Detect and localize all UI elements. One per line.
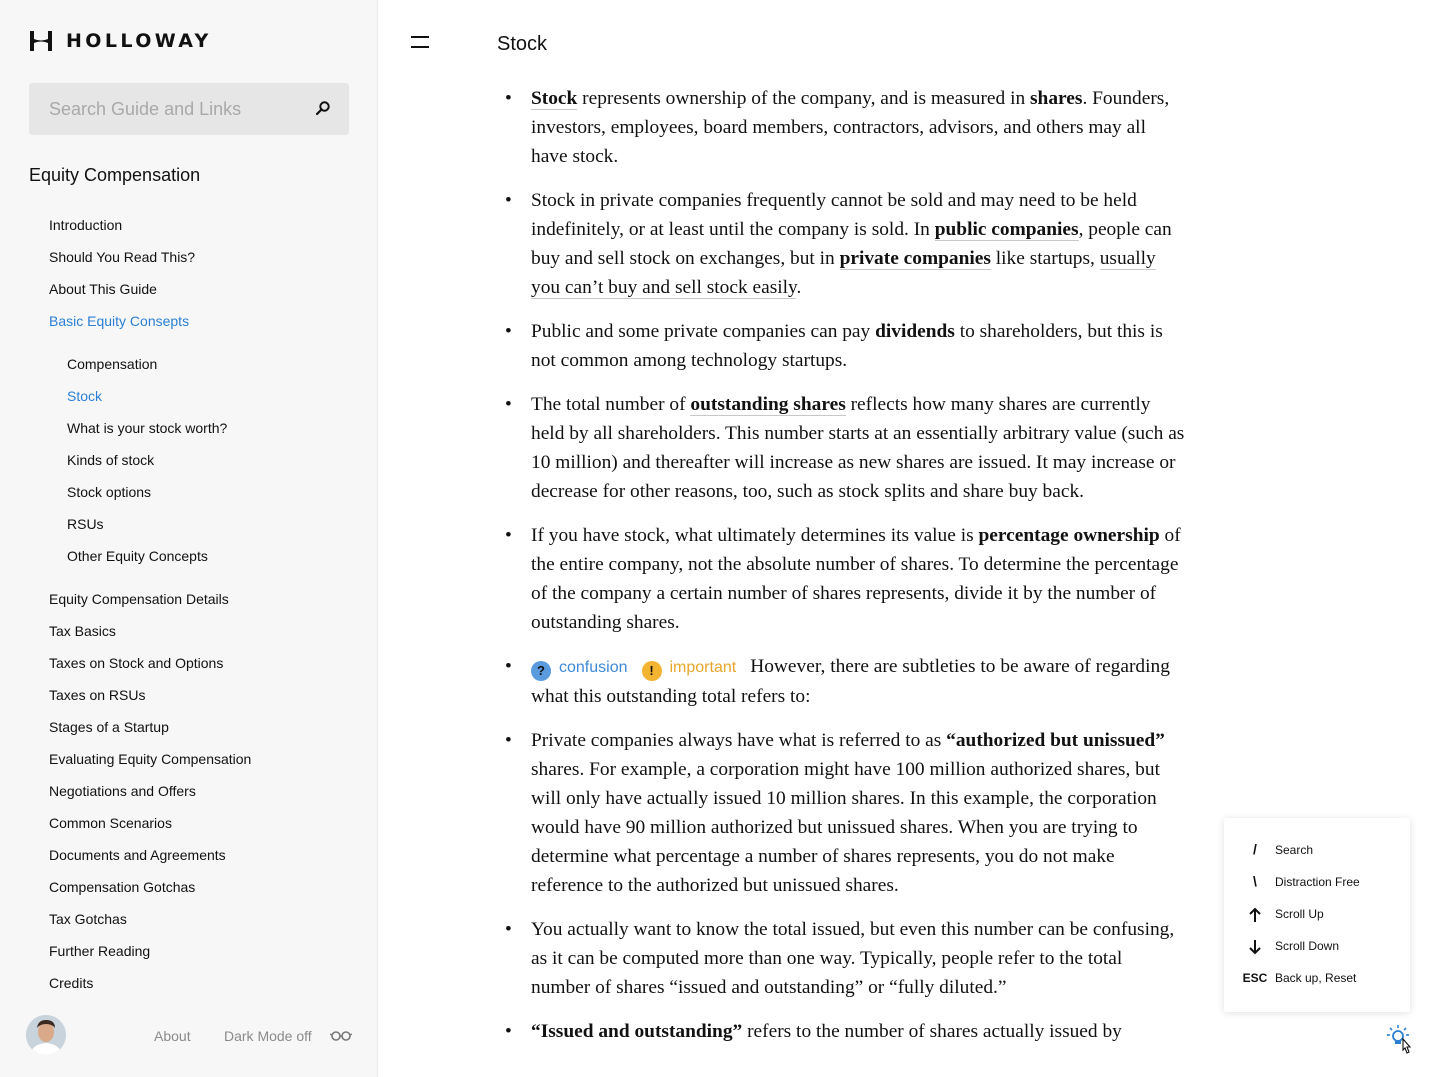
glasses-icon[interactable] [330, 1030, 352, 1042]
shortcut-label: Scroll Up [1275, 907, 1324, 921]
sidebar-item-further-reading[interactable]: Further Reading [49, 943, 151, 959]
paragraph-text: like startups, [990, 248, 1100, 269]
link-cant-buy-sell[interactable]: usually you can’t buy and sell stock easily [531, 248, 1156, 298]
paragraph-text: Stock in private companies frequently cannot be sold and may need to be held indefinitely, or at least until the company is sold. In [531, 190, 1137, 240]
list-item [505, 726, 1185, 900]
sidebar-item-evaluating-equity-compensation[interactable]: Evaluating Equity Compensation [49, 751, 252, 767]
shortcut-scroll-up[interactable] [1224, 905, 1410, 925]
tag-label: confusion [559, 659, 628, 676]
sidebar-item-credits[interactable]: Credits [49, 975, 94, 991]
sidebar-item-should-you-read-this[interactable]: Should You Read This? [49, 249, 196, 265]
shortcut-label: Scroll Down [1275, 939, 1340, 953]
section-title[interactable]: Equity Compensation [29, 165, 201, 185]
list-item [505, 915, 1185, 1002]
sidebar-item-taxes-on-rsus[interactable]: Taxes on RSUs [49, 687, 146, 703]
paragraph-text: Private companies always have what is referred to as [531, 730, 947, 751]
sidebar-subitem-stock-worth[interactable]: What is your stock worth? [67, 420, 228, 436]
sidebar-subitem-kinds-of-stock[interactable]: Kinds of stock [67, 452, 155, 468]
down-arrow-icon [1242, 939, 1268, 955]
brand-logo[interactable] [29, 30, 212, 52]
sidebar-subitem-compensation[interactable]: Compensation [67, 356, 158, 372]
sidebar-item-introduction[interactable]: Introduction [49, 217, 123, 233]
sidebar-subitem-rsus[interactable]: RSUs [67, 516, 104, 532]
sidebar-item-common-scenarios[interactable]: Common Scenarios [49, 815, 172, 831]
paragraph-text: shares. For example, a corporation might have 100 million authorized shares, but will only have actually issued 10 million shares. In this example, the corporation would have 90 million authorized but unissued shares. When you are trying to determine what percentage a number of shares represents, you do not make reference to the authorized but unissued shares. [531, 759, 1160, 896]
sidebar-item-stages-of-a-startup[interactable]: Stages of a Startup [49, 719, 169, 735]
term-link-stock[interactable]: Stock [531, 88, 578, 109]
term-dividends: dividends [875, 321, 955, 342]
term-link-public-companies[interactable]: public companies [934, 219, 1079, 240]
sidebar-subitem-other-equity-concepts[interactable]: Other Equity Concepts [67, 548, 208, 564]
list-item [505, 186, 1185, 302]
question-icon: ? [531, 661, 551, 681]
sidebar-item-documents-and-agreements[interactable]: Documents and Agreements [49, 847, 226, 863]
term-link-outstanding-shares[interactable]: outstanding shares [690, 394, 846, 415]
paragraph-text: of the entire company, not the absolute number of shares. To determine the percentage of the company a certain number of shares represents, divide it by the number of outstanding shares. [531, 525, 1181, 633]
paragraph-text: Public and some private companies can pay [531, 321, 876, 342]
user-avatar-icon [26, 1015, 66, 1055]
term-shares: shares [1030, 88, 1083, 109]
sidebar-item-tax-basics[interactable]: Tax Basics [49, 623, 116, 639]
shortcut-distraction-free[interactable] [1224, 873, 1410, 893]
slash-key: / [1253, 841, 1257, 857]
bullet-list [505, 84, 1185, 1046]
list-item [505, 390, 1185, 506]
search-input[interactable] [29, 83, 309, 135]
list-item [505, 1017, 1185, 1046]
exclamation-icon: ! [642, 661, 662, 681]
about-link[interactable]: About [154, 1028, 191, 1044]
term-issued-and-outstanding: “Issued and outstanding” [531, 1021, 743, 1042]
paragraph-text: However, there are subtleties to be aware of regarding what this outstanding total refers to: [531, 656, 1170, 707]
search-icon[interactable] [315, 100, 331, 116]
shortcut-scroll-down[interactable] [1224, 937, 1410, 957]
list-item [505, 317, 1185, 375]
menu-icon[interactable] [411, 35, 429, 49]
paragraph-text: You actually want to know the total issued, but even this number can be confusing, as it can be computed more than one way. Typically, people refer to the total number of shares “issued and outstanding” or “fully diluted.” [531, 919, 1175, 998]
paragraph-text: The total number of [531, 394, 691, 415]
sidebar-item-equity-compensation-details[interactable]: Equity Compensation Details [49, 591, 229, 607]
shortcut-search[interactable] [1224, 841, 1410, 861]
shortcut-back-up-reset[interactable] [1224, 969, 1410, 989]
up-arrow-icon [1242, 907, 1268, 923]
sidebar-item-tax-gotchas[interactable]: Tax Gotchas [49, 911, 127, 927]
paragraph-text: , people can buy and sell stock on exchanges, but in [531, 219, 1172, 269]
lightbulb-icon[interactable] [1386, 1024, 1416, 1058]
backslash-key: \ [1253, 873, 1257, 889]
list-item [505, 84, 1185, 171]
term-authorized-but-unissued: “authorized but unissued” [946, 730, 1165, 751]
dark-mode-toggle[interactable]: Dark Mode off [224, 1028, 312, 1044]
shortcut-label: Search [1275, 843, 1314, 857]
search-box [29, 83, 349, 135]
sidebar-item-compensation-gotchas[interactable]: Compensation Gotchas [49, 879, 196, 895]
paragraph-text: If you have stock, what ultimately determines its value is [531, 525, 979, 546]
page-title: Stock [497, 33, 548, 55]
paragraph-text: to shareholders, but this is not common among technology startups. [531, 321, 1163, 371]
sidebar-item-negotiations-and-offers[interactable]: Negotiations and Offers [49, 783, 196, 799]
list-item [505, 652, 1185, 711]
sidebar-footer [0, 1012, 378, 1060]
shortcut-label: Distraction Free [1275, 875, 1360, 889]
sidebar-item-basic-equity-concepts[interactable]: Basic Equity Consepts [49, 313, 190, 329]
term-percentage-ownership: percentage ownership [978, 525, 1160, 546]
paragraph-text: represents ownership of the company, and is measured in [577, 88, 1031, 109]
sidebar-subitem-stock[interactable]: Stock [67, 388, 103, 404]
important-tag[interactable] [642, 659, 737, 676]
paragraph-text: . [796, 277, 802, 298]
sidebar-item-about-this-guide[interactable]: About This Guide [49, 281, 157, 297]
brand-name: HOLLOWAY [66, 30, 212, 52]
sidebar-item-taxes-on-stock-and-options[interactable]: Taxes on Stock and Options [49, 655, 224, 671]
term-link-private-companies[interactable]: private companies [839, 248, 991, 269]
paragraph-text: refers to the number of shares actually issued by [742, 1021, 1122, 1042]
list-item [505, 521, 1185, 637]
esc-key: ESC [1242, 971, 1268, 985]
keyboard-shortcuts-panel [1224, 818, 1410, 1012]
article-content [505, 84, 1185, 1061]
sidebar [0, 0, 378, 1077]
shortcut-label: Back up, Reset [1275, 971, 1357, 985]
paragraph-text: reflects how many shares are currently held by all shareholders. This number starts at an essentially arbitrary value (such as 10 million) and thereafter will increase as new shares are issued. It may increase or decrease for other reasons, too, such as stock splits and share buy back. [531, 394, 1185, 502]
avatar[interactable] [26, 1015, 66, 1055]
sidebar-subitem-stock-options[interactable]: Stock options [67, 484, 152, 500]
confusion-tag[interactable] [531, 659, 628, 676]
paragraph-text: . Founders, investors, employees, board members, contractors, advisors, and others may all have stock. [531, 88, 1170, 167]
tag-label: important [669, 659, 737, 676]
holloway-logo-icon [29, 30, 53, 52]
